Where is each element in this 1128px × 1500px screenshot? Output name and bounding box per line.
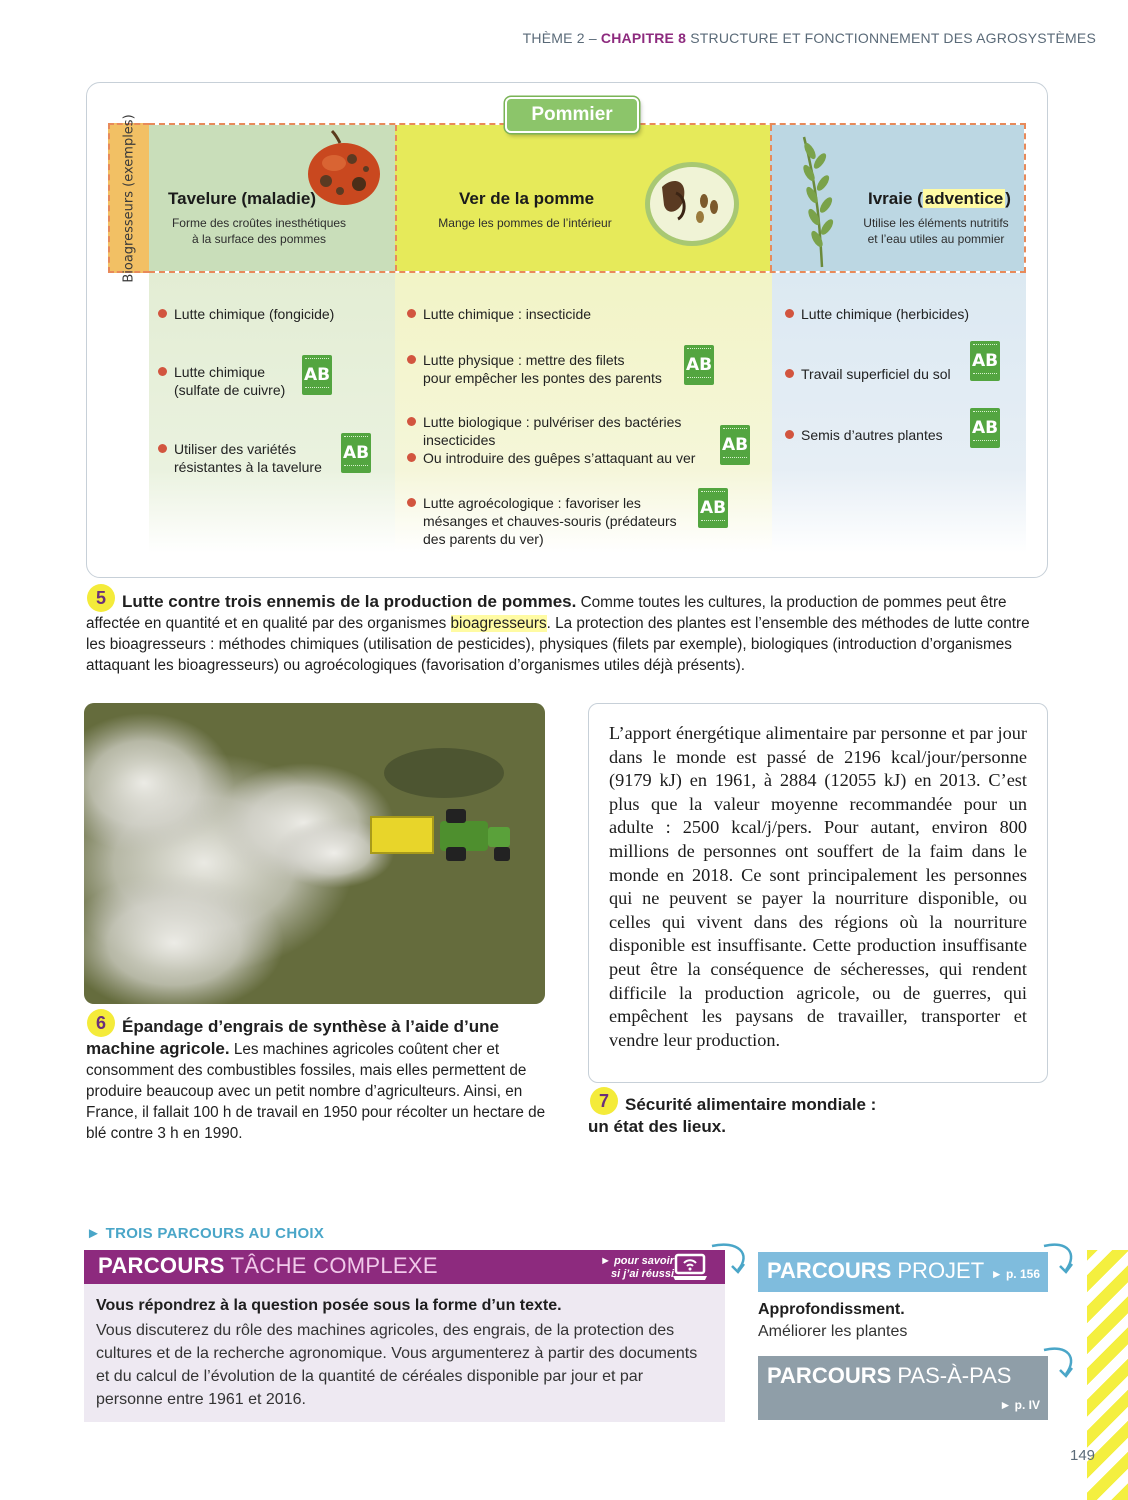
method-item — [174, 363, 285, 399]
method-line: Travail superficiel du sol — [801, 366, 951, 382]
ab-organic-label-icon: AB — [698, 488, 728, 528]
pour-savoir-line: ► pour savoir — [600, 1255, 674, 1267]
ab-organic-label-icon: AB — [341, 433, 371, 473]
running-head-chapter: CHAPITRE 8 — [600, 30, 687, 46]
doc5-caption-text: Comme toutes les cultures, la production de pommes peut être affectée en quantité et en qualité par des organismes — [86, 594, 1007, 632]
doc7-caption — [588, 1094, 1048, 1138]
ver-header — [395, 125, 770, 271]
ivraie-title-post: ) — [1005, 189, 1011, 208]
parcours-tache-lead: Vous répondrez à la question posée sous la forme d’un texte. — [96, 1297, 562, 1314]
running-head — [523, 30, 1096, 46]
parcours-word: PARCOURS — [767, 1258, 892, 1283]
ab-organic-label-icon: AB — [970, 341, 1000, 381]
doc7-body-text: L’apport énergétique alimentaire par personne et par jour dans le monde est passé de 2196 kcal/jour/personne (9179 kJ) en 1961, à 2884 (12055 kJ) en 2013. C’est plus que la valeur moyenne recommandée pour un adulte : 2500 kcal/j/pers. Pour autant, environ 800 millions de personnes ont souffert de la faim dans le monde en 2018. Ce sont principalement les personnes qui ne peuvent se payer la nourriture disponible, ou celles qui vivent dans des régions où la nourriture disponible est insuffisante. Cette production insuffisante peut être la conséquence de sécheresses, qui rendent difficile la production agricole, ou de guerres, qui empêchent les paysans de travailler, transporter et vendre leur production. — [609, 723, 1027, 1050]
method-item — [801, 365, 951, 383]
parcours-pas-page-ref[interactable]: ► p. IV — [999, 1398, 1040, 1412]
method-line: Utiliser des variétés — [174, 441, 297, 457]
ver-subtitle-line: Mange les pommes de l’intérieur — [438, 216, 612, 230]
parcours-tache-complexe-header[interactable] — [84, 1250, 725, 1284]
ivraie-header — [770, 125, 1024, 271]
bullet-dot — [407, 355, 416, 364]
method-line: pour empêcher les pontes des parents — [423, 370, 662, 386]
ivraie-methods — [772, 273, 1026, 553]
parcours-word: PARCOURS — [767, 1363, 892, 1388]
tavelure-subtitle-line: à la surface des pommes — [191, 232, 327, 246]
doc6-caption — [86, 1016, 546, 1144]
ver-methods — [395, 273, 772, 553]
doc7-caption-line: un état des lieux. — [588, 1117, 726, 1136]
method-item — [423, 305, 591, 323]
bullet-dot — [158, 309, 167, 318]
method-line: insecticides — [423, 432, 496, 448]
doc7-number-badge: 7 — [590, 1087, 618, 1115]
doc6-caption-text: Les machines agricoles coûtent cher et consomment des combustibles fossiles, mais elles permettent de produire beaucoup avec un petit nombre d’agriculteurs. Ainsi, en France, il fallait 100 h de travail en 1950 pour récolter un hectare de blé contre 3 h en 1990. — [86, 1041, 546, 1142]
parcours-tache-name: TÂCHE COMPLEXE — [224, 1253, 438, 1278]
method-item — [423, 494, 677, 548]
ver-subtitle — [433, 215, 617, 231]
parcours-pas-title — [767, 1363, 1011, 1389]
parcours-projet-title — [767, 1258, 984, 1284]
method-line: Semis d’autres plantes — [801, 427, 943, 443]
method-line: Lutte chimique : insecticide — [423, 306, 592, 322]
ivraie-title — [868, 189, 1011, 209]
bullet-dot — [407, 453, 416, 462]
method-item — [423, 413, 681, 449]
bullet-dot — [407, 309, 416, 318]
method-item — [174, 440, 322, 476]
method-item — [801, 426, 943, 444]
doc6-caption-title: Épandage d’engrais de synthèse à l’aide d’une machine agricole. — [86, 1017, 499, 1058]
method-line: des parents du ver) — [423, 531, 544, 547]
ab-organic-label-icon: AB — [302, 355, 332, 395]
pest-header-row — [149, 123, 1026, 273]
parcours-heading: ► TROIS PARCOURS AU CHOIX — [86, 1225, 325, 1242]
method-line: mésanges et chauves-souris (prédateurs — [423, 513, 677, 529]
pour-savoir-label — [584, 1255, 674, 1281]
bullet-dot — [158, 367, 167, 376]
parcours-word: PARCOURS — [98, 1253, 225, 1278]
parcours-projet-line1: Approfondissment. — [758, 1301, 905, 1318]
ivraie-subtitle — [856, 215, 1016, 247]
method-line: Lutte biologique : pulvériser des bactéries — [423, 414, 682, 430]
method-line: Lutte chimique (herbicides) — [801, 306, 970, 322]
bioagresseurs-highlight: bioagresseurs — [450, 615, 547, 632]
ivraie-subtitle-line: Utilise les éléments nutritifs — [863, 216, 1009, 230]
ivraie-subtitle-line: et l’eau utiles au pommier — [867, 232, 1005, 246]
ver-title: Ver de la pomme — [459, 189, 595, 208]
running-head-theme: THÈME 2 – — [522, 30, 601, 46]
parcours-tache-text: Vous discuterez du rôle des machines agricoles, des engrais, de la protection des cultures et de la recherche agronomique. Vous argumenterez à partir des documents et du calcul de l’évolution de la quantité de céréales disponible par jour et par personne entre 1961 et 2016. — [96, 1322, 698, 1408]
method-line: résistantes à la tavelure — [174, 459, 322, 475]
parcours-pas-a-pas-header[interactable] — [758, 1356, 1048, 1420]
bioagresseurs-row-label — [108, 113, 149, 283]
parcours-projet-page-ref[interactable]: ► p. 156 — [990, 1267, 1040, 1281]
method-line: Lutte agroécologique : favoriser les — [423, 495, 641, 511]
adventice-highlight: adventice — [924, 189, 1004, 208]
ab-organic-label-icon: AB — [720, 425, 750, 465]
curved-arrow-icon — [708, 1240, 752, 1280]
method-item — [174, 305, 334, 323]
parcours-tache-body — [84, 1284, 725, 1422]
ab-organic-label-icon: AB — [970, 408, 1000, 448]
doc5-number-badge: 5 — [87, 584, 115, 612]
bullet-dot — [785, 430, 794, 439]
pommier-tag: Pommier — [505, 97, 639, 133]
tavelure-header — [149, 125, 395, 271]
tavelure-subtitle — [149, 215, 369, 247]
method-item — [423, 449, 695, 467]
page-number: 149 — [1070, 1447, 1096, 1464]
bullet-dot — [158, 444, 167, 453]
curved-arrow-icon — [1040, 1344, 1078, 1384]
method-line: Lutte chimique — [174, 364, 266, 380]
parcours-projet-name: PROJET — [891, 1258, 985, 1283]
method-item — [801, 305, 969, 323]
method-line: (sulfate de cuivre) — [174, 382, 286, 398]
ryegrass-image — [792, 131, 848, 269]
tractor-fertilizer-photo — [84, 703, 545, 1004]
laptop-wifi-icon[interactable] — [672, 1252, 708, 1282]
tavelure-title: Tavelure (maladie) — [168, 189, 317, 208]
tavelure-subtitle-line: Forme des croûtes inesthétiques — [171, 216, 347, 230]
method-item — [423, 351, 662, 387]
ivraie-title-pre: Ivraie ( — [868, 189, 923, 208]
doc5-caption-title: Lutte contre trois ennemis de la production de pommes. — [122, 592, 577, 611]
doc6-number-badge: 6 — [87, 1009, 115, 1037]
doc7-text-box — [588, 703, 1048, 1083]
bullet-dot — [407, 417, 416, 426]
parcours-projet-header[interactable] — [758, 1252, 1048, 1292]
parcours-pas-name: PAS-À-PAS — [891, 1363, 1012, 1388]
curved-arrow-icon — [1040, 1240, 1078, 1280]
bullet-dot — [407, 498, 416, 507]
tavelure-methods — [149, 273, 395, 553]
parcours-projet-line2: Améliorer les plantes — [758, 1323, 908, 1340]
method-line: Ou introduire des guêpes s’attaquant au ver — [423, 450, 696, 466]
bullet-dot — [785, 369, 794, 378]
doc5-caption-text: . La protection des plantes est l’ensemble des méthodes de lutte contre les bioagresseurs : méthodes chimiques (utilisation de pesticides), physiques (filets par exemple), biologiques (introduction d’organismes attaquant les bioagresseurs) ou agroécologiques (favorisation d’organismes utiles déjà présents). — [86, 615, 1030, 674]
bioagresseurs-label-text: Bioagresseurs (exemples) — [122, 113, 138, 283]
bullet-dot — [785, 309, 794, 318]
running-head-title: STRUCTURE ET FONCTIONNEMENT DES AGROSYSTÈMES — [686, 30, 1096, 46]
doc7-caption-line: Sécurité alimentaire mondiale : — [625, 1095, 877, 1114]
doc5-caption — [86, 591, 1048, 676]
apple-cross-section-image — [642, 157, 742, 249]
parcours-tache-title — [98, 1253, 438, 1279]
pour-savoir-line: si j’ai réussi — [611, 1268, 674, 1280]
ab-organic-label-icon: AB — [684, 345, 714, 385]
method-line: Lutte physique : mettre des filets — [423, 352, 625, 368]
method-line: Lutte chimique (fongicide) — [174, 306, 335, 322]
tractor-fertilizer-illustration — [84, 703, 545, 1004]
